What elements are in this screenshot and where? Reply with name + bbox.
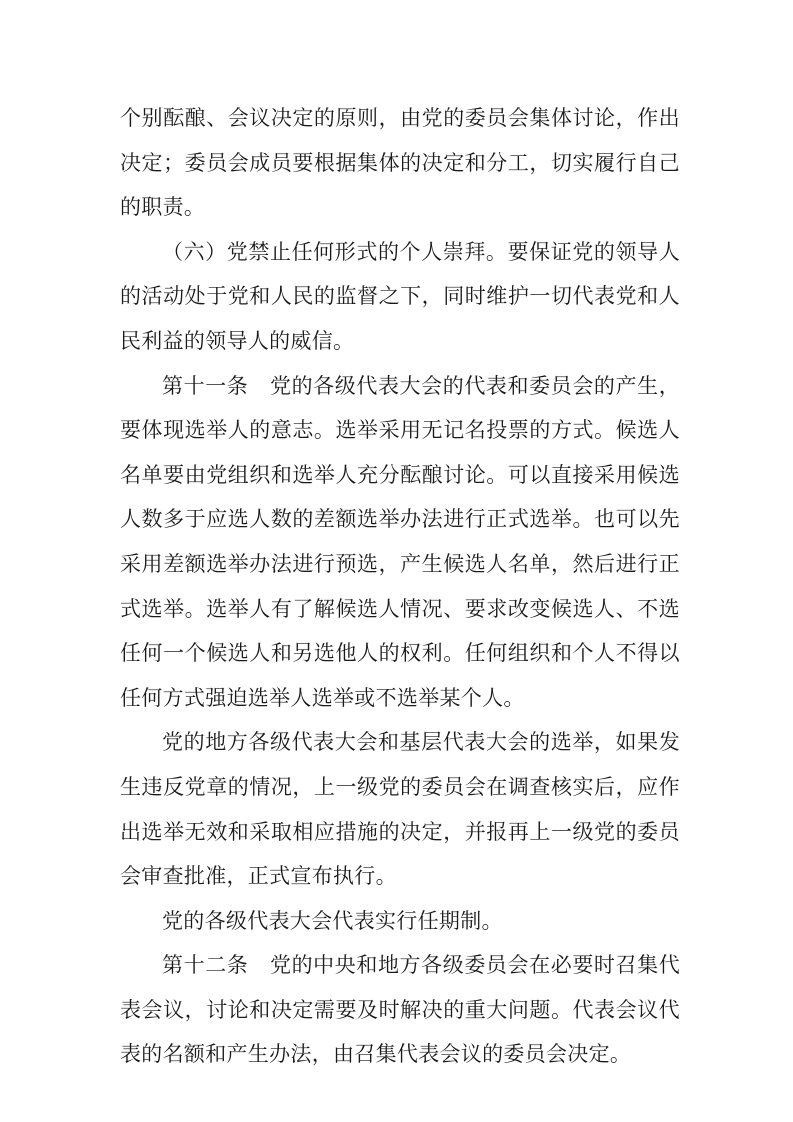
- paragraph-term-system: 党的各级代表大会代表实行任期制。: [162, 908, 503, 933]
- document-body: [120, 96, 680, 1077]
- paragraph-election-violation: 党的地方各级代表大会和基层代表大会的选举，如果发生违反党章的情况，上一级党的委员会在调查核实后，应作出选举无效和采取相应措施的决定，并报再上一级党的委员会审查批准，正式宣布执行。: [120, 730, 680, 889]
- paragraph-article-12: 第十二条 党的中央和地方各级委员会在必要时召集代表会议，讨论和决定需要及时解决的重大问题。代表会议代表的名额和产生办法，由召集代表会议的委员会决定。: [120, 953, 680, 1067]
- paragraph-article-11: 第十一条 党的各级代表大会的代表和委员会的产生，要体现选举人的意志。选举采用无记名投票的方式。候选人名单要由党组织和选举人充分酝酿讨论。可以直接采用候选人数多于应选人数的差额选举办法进行正式选举。也可以先采用差额选举办法进行预选，产生候选人名单，然后进行正式选举。选举人有了解候选人情况、要求改变候选人、不选任何一个候选人和另选他人的权利。任何组织和个人不得以任何方式强迫选举人选举或不选举某个人。: [120, 373, 680, 710]
- paragraph-continuation: 个别酝酿、会议决定的原则，由党的委员会集体讨论，作出决定；委员会成员要根据集体的决定和分工，切实履行自己的职责。: [120, 106, 680, 220]
- paragraph-personality-cult: （六）党禁止任何形式的个人崇拜。要保证党的领导人的活动处于党和人民的监督之下，同时维护一切代表党和人民利益的领导人的威信。: [120, 239, 680, 353]
